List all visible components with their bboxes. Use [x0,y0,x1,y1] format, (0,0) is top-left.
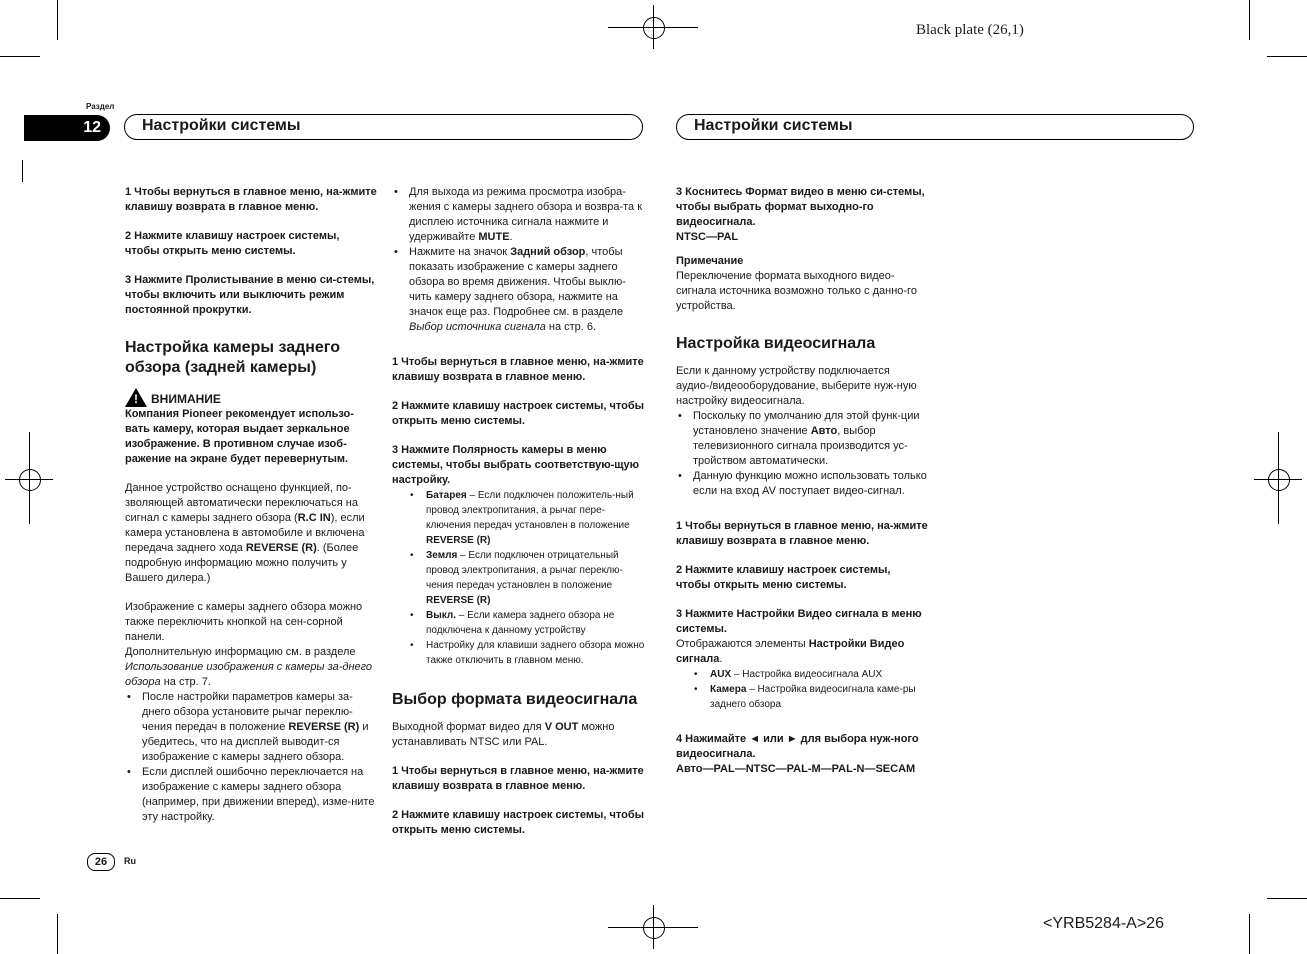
page-number: 26 [87,853,115,871]
plate-label: Black plate (26,1) [916,22,1024,38]
column-2 [392,185,645,838]
section-number: 12 [83,119,101,136]
list-item: • Выкл. – Если камера заднего обзора не подключена к данному устройству [426,608,645,638]
step-item: 1 Чтобы вернуться в главное меню, на-жмите клавишу возврата в главное меню. [676,520,928,547]
step-item: 2 Нажмите клавишу настроек системы, чтобы открыть меню системы. [392,400,645,427]
step-options: Авто—PAL—NTSC—PAL-M—PAL-N—SECAM [676,763,916,775]
warning-label: ВНИМАНИЕ [151,392,221,406]
crop-mark [1267,56,1307,57]
option-list [392,488,645,668]
note-label: Примечание [676,255,744,267]
page-title-text: Настройки системы [142,117,301,134]
list-item: • Нажмите на значок Задний обзор, чтобы показать изображение с камеры заднего обзора во время движения. Чтобы выклю-чить камеру заднего обзора, нажмите на значок еще раз. Подробнее см. в разделе Выбор источника сигнала на стр. 6. [409,245,645,335]
language-code: Ru [124,856,136,866]
list-item: • Для выхода из режима просмотра изобра-жения с камеры заднего обзора и возвра-та к дисплею источника сигнала нажмите и удерживайте MUTE. [409,185,645,245]
step-item: 1 Чтобы вернуться в главное меню, на-жмите клавишу возврата в главное меню. [392,356,644,383]
step-item: 3 Нажмите Настройки Видео сигнала в меню системы. [676,608,922,635]
step-item: 3 Нажмите Пролистывание в меню си-стемы, чтобы включить или выключить режим постоянной прокрутки. [125,274,375,316]
list-item: • После настройки параметров камеры за-днего обзора установите рычаг переклю-чения передач в положение REVERSE (R) и убедитесь, что на дисплей выводит-ся изображение с камеры заднего обзора. [142,690,377,765]
section-label: Раздел [86,102,115,111]
registration-mark [1278,432,1279,524]
paragraph: Дополнительную информацию см. в разделе Использование изображения с камеры за-днего обзора на стр. 7. [125,646,373,688]
registration-mark [1268,469,1290,491]
bullet-list [125,690,377,825]
section-heading: Настройка видеосигнала [676,335,876,352]
registration-mark [643,17,665,39]
list-item: • Поскольку по умолчанию для этой функ-ции установлено значение Авто, выбор телевизионного сигнала производится ус-тройством автоматически. [693,409,928,469]
page-title-left [124,114,643,140]
bullet-list [392,185,645,335]
registration-mark [29,432,30,524]
crop-mark [57,914,58,954]
section-heading: Настройка камеры заднего обзора (задней камеры) [125,339,341,376]
step-options: NTSC—PAL [676,231,739,243]
step-item: 4 Нажимайте ◄ или ► для выбора нуж-ного видеосигнала. [676,733,919,760]
side-mark [22,160,23,182]
crop-mark [0,898,40,899]
column-1 [125,185,377,825]
list-item: • Земля – Если подключен отрицательный провод электропитания, а рычаг переклю-чения передач установлен в положение REVERSE (R) [426,548,645,608]
list-item: • Если дисплей ошибочно переключается на изображение с камеры заднего обзора (например, при движении вперед), изме-ните эту настройку. [142,765,377,825]
warning-icon: ! [125,388,147,407]
step-item: 3 Коснитесь Формат видео в меню си-стемы, чтобы выбрать формат выходно-го видеосигнала. [676,186,925,228]
crop-mark [0,56,40,57]
list-item: • AUX – Настройка видеосигнала AUX [710,667,928,682]
crop-mark [1249,914,1250,954]
registration-mark [643,917,665,939]
warning-header [125,388,377,407]
bullet-list [676,409,928,499]
step-item: 1 Чтобы вернуться в главное меню, на-жмите клавишу возврата в главное меню. [392,765,644,792]
list-item: • Настройку для клавиши заднего обзора можно также отключить в главном меню. [426,638,645,668]
list-item: • Данную функцию можно использовать только если на вход AV поступает видео-сигнал. [693,469,928,499]
paragraph: Выходной формат видео для V OUT можно устанавливать NTSC или PAL. [392,721,615,748]
paragraph: Данное устройство оснащено функцией, по-зволяющей автоматически переключаться на сигнал с камеры заднего обзора (R.C IN), если камера установлена в автомобиле и включена передача заднего хода REVERSE (R). (Более подробную информацию можно получить у Вашего дилера.) [125,482,365,584]
paragraph: Отображаются элементы Настройки Видео сигнала. [676,638,905,665]
page-title-right [676,114,1194,140]
step-item: 2 Нажмите клавишу настроек системы, чтобы открыть меню системы. [676,564,891,591]
paragraph: Если к данному устройству подключается аудио-/видеооборудование, выберите нуж-ную настройку видеосигнала. [676,365,917,407]
list-item: • Батарея – Если подключен положитель-ный провод электропитания, а рычаг пере-ключения передач установлен в положение REVERSE (R) [426,488,645,548]
registration-mark [653,905,654,949]
page-title-text: Настройки системы [694,117,853,134]
crop-mark [1249,0,1250,40]
list-item: • Камера – Настройка видеосигнала каме-ры заднего обзора [710,682,928,712]
crop-mark [57,0,58,40]
registration-mark [19,469,41,491]
section-heading: Выбор формата видеосигнала [392,691,638,708]
crop-mark [1267,898,1307,899]
registration-mark [653,5,654,49]
step-item: 3 Нажмите Полярность камеры в меню системы, чтобы выбрать соответствую-щую настройку. [392,444,640,486]
section-number-tab [24,115,110,141]
step-item: 1 Чтобы вернуться в главное меню, на-жмите клавишу возврата в главное меню. [125,186,377,213]
option-list [676,667,928,712]
step-item: 2 Нажмите клавишу настроек системы, чтобы открыть меню системы. [125,230,340,257]
paragraph: Изображение с камеры заднего обзора можно также переключить кнопкой на сен-сорной панели. [125,601,363,643]
warning-text: Компания Pioneer рекомендует использо-вать камеру, которая выдает зеркальное изображение. В противном случае изоб-ражение на экране будет перевернутым. [125,408,354,465]
step-item: 2 Нажмите клавишу настроек системы, чтобы открыть меню системы. [392,809,645,836]
document-code: <YRB5284-A>26 [1043,915,1164,932]
column-3 [676,185,928,777]
note-text: Переключение формата выходного видео-сигнала источника возможно только с данно-го устройства. [676,270,917,312]
